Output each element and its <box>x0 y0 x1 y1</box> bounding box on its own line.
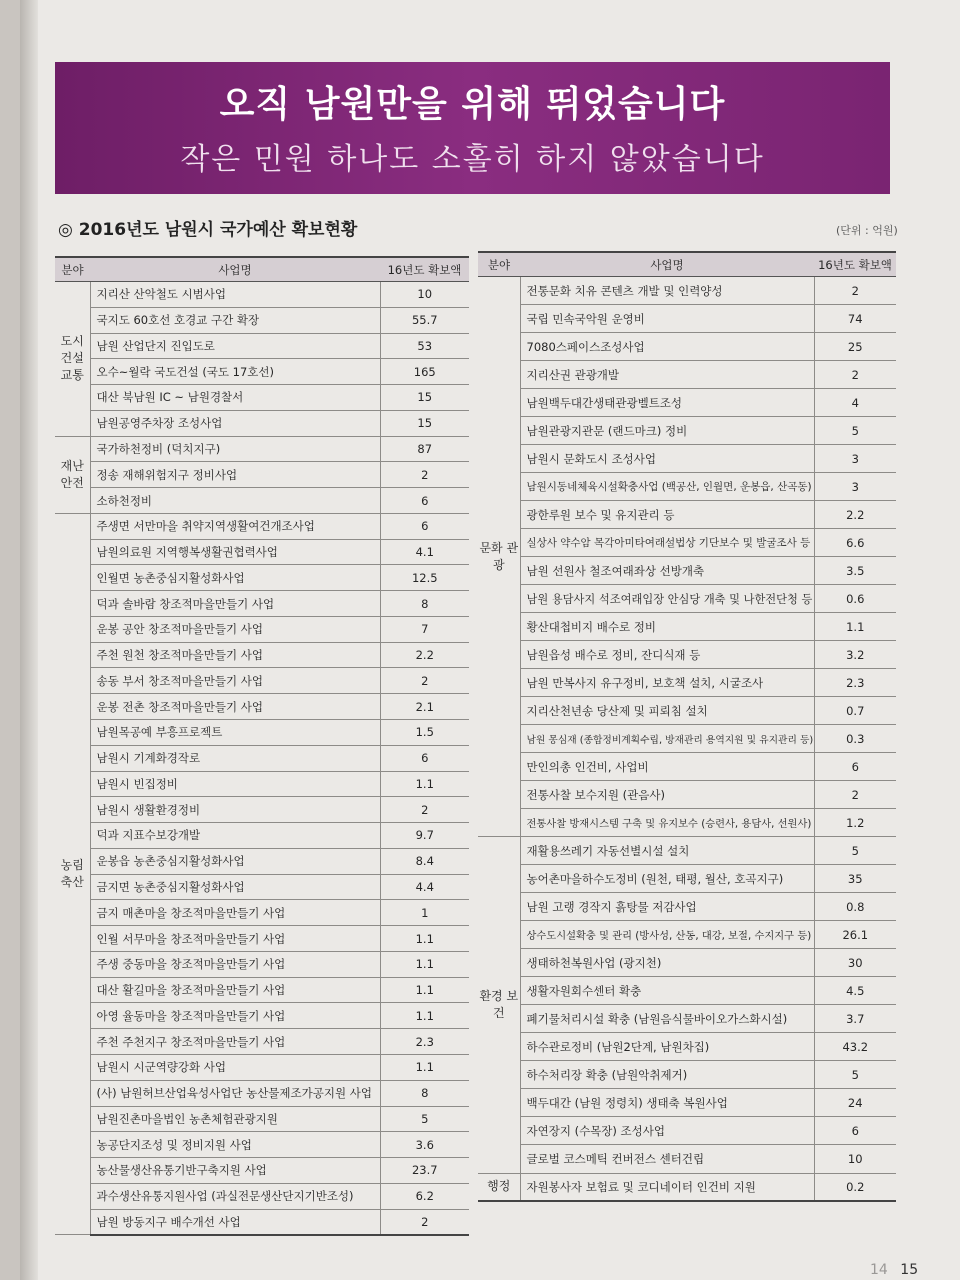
amount-cell: 5 <box>814 417 896 445</box>
table-row <box>478 697 896 725</box>
amount-cell: 8 <box>380 591 469 617</box>
table-row <box>55 1029 469 1055</box>
project-name-cell: 정송 재해위험지구 정비사업 <box>90 462 380 488</box>
category-cell: 농림 축산 <box>55 513 90 1234</box>
amount-cell: 1 <box>380 900 469 926</box>
amount-cell: 2.3 <box>380 1029 469 1055</box>
section-title: ◎ 2016년도 남원시 국가예산 확보현황 <box>58 220 358 240</box>
amount-cell: 5 <box>814 837 896 865</box>
project-name-cell: 지리산 산악철도 시범사업 <box>90 282 380 308</box>
header-amount: 16년도 확보액 <box>814 252 896 277</box>
amount-cell: 6.6 <box>814 529 896 557</box>
table-row <box>55 359 469 385</box>
project-name-cell: 농산물생산유통기반구축지원 사업 <box>90 1158 380 1184</box>
table-row <box>478 809 896 837</box>
amount-cell: 24 <box>814 1089 896 1117</box>
table-row <box>55 1132 469 1158</box>
project-name-cell: 운봉 전촌 창조적마을만들기 사업 <box>90 694 380 720</box>
table-row <box>478 557 896 585</box>
header-category: 분야 <box>55 257 90 282</box>
project-name-cell: 7080스페이스조성사업 <box>520 333 814 361</box>
table-row <box>478 1089 896 1117</box>
table-header-row <box>478 252 896 277</box>
table-row <box>478 1117 896 1145</box>
amount-cell: 1.1 <box>380 951 469 977</box>
project-name-cell: 광한루원 보수 및 유지관리 등 <box>520 501 814 529</box>
table-row <box>55 410 469 436</box>
table-row <box>55 745 469 771</box>
project-name-cell: 백두대간 (남원 정령치) 생태축 복원사업 <box>520 1089 814 1117</box>
table-row <box>478 1145 896 1173</box>
project-name-cell: 실상사 약수암 목각아미타여래설법상 기단보수 및 발굴조사 등 <box>520 529 814 557</box>
project-name-cell: 주생면 서만마을 취약지역생활여건개조사업 <box>90 513 380 539</box>
table-row <box>478 445 896 473</box>
table-row <box>478 977 896 1005</box>
amount-cell: 3.5 <box>814 557 896 585</box>
table-row <box>55 591 469 617</box>
project-name-cell: 생활자원회수센터 확충 <box>520 977 814 1005</box>
amount-cell: 53 <box>380 333 469 359</box>
project-name-cell: 인월 서무마을 창조적마을만들기 사업 <box>90 926 380 952</box>
table-row <box>55 333 469 359</box>
table-body <box>55 282 469 1235</box>
table-row <box>478 1173 896 1201</box>
amount-cell: 2.2 <box>814 501 896 529</box>
table-row <box>478 389 896 417</box>
table-row <box>478 585 896 613</box>
amount-cell: 6 <box>814 753 896 781</box>
table-row <box>55 385 469 411</box>
amount-cell: 4 <box>814 389 896 417</box>
table-row <box>55 900 469 926</box>
table-row <box>478 613 896 641</box>
category-cell: 재난 안전 <box>55 436 90 513</box>
table-body <box>478 277 896 1202</box>
page-number-right: 15 <box>900 1262 919 1278</box>
table-row <box>478 641 896 669</box>
project-name-cell: 전통문화 치유 콘텐츠 개발 및 인력양성 <box>520 277 814 305</box>
amount-cell: 7 <box>380 616 469 642</box>
category-cell: 문화 관광 <box>478 277 520 837</box>
project-name-cell: 대산 북남원 IC ~ 남원경찰서 <box>90 385 380 411</box>
amount-cell: 2.2 <box>380 642 469 668</box>
table-row <box>55 951 469 977</box>
header-category: 분야 <box>478 252 520 277</box>
project-name-cell: 운봉 공안 창조적마을만들기 사업 <box>90 616 380 642</box>
amount-cell: 2 <box>380 462 469 488</box>
header-project: 사업명 <box>90 257 380 282</box>
amount-cell: 2.1 <box>380 694 469 720</box>
amount-cell: 0.8 <box>814 893 896 921</box>
project-name-cell: 만인의총 인건비, 사업비 <box>520 753 814 781</box>
category-cell: 환경 보건 <box>478 837 520 1173</box>
project-name-cell: 자원봉사자 보험료 및 코디네이터 인건비 지원 <box>520 1173 814 1201</box>
amount-cell: 26.1 <box>814 921 896 949</box>
table-row <box>478 1033 896 1061</box>
table-row <box>478 473 896 501</box>
amount-cell: 25 <box>814 333 896 361</box>
amount-cell: 2 <box>380 797 469 823</box>
table-row <box>478 305 896 333</box>
amount-cell: 30 <box>814 949 896 977</box>
table-row <box>478 1005 896 1033</box>
amount-cell: 1.1 <box>814 613 896 641</box>
table-row <box>55 823 469 849</box>
table-row <box>55 1158 469 1184</box>
project-name-cell: 남원시 빈집정비 <box>90 771 380 797</box>
project-name-cell: 전통사찰 방재시스템 구축 및 유지보수 (승련사, 용담사, 선원사) <box>520 809 814 837</box>
amount-cell: 165 <box>380 359 469 385</box>
amount-cell: 6 <box>380 513 469 539</box>
table-row <box>478 1061 896 1089</box>
project-name-cell: 상수도시설확충 및 관리 (방사성, 산동, 대강, 보절, 수지지구 등) <box>520 921 814 949</box>
table-row <box>478 725 896 753</box>
amount-cell: 1.1 <box>380 771 469 797</box>
table-row <box>55 642 469 668</box>
amount-cell: 5 <box>814 1061 896 1089</box>
project-name-cell: 금지면 농촌중심지활성화사업 <box>90 874 380 900</box>
project-name-cell: 소하천정비 <box>90 488 380 514</box>
amount-cell: 9.7 <box>380 823 469 849</box>
project-name-cell: 남원진촌마을법인 농촌체험관광지원 <box>90 1106 380 1132</box>
project-name-cell: 아영 율동마을 창조적마을만들기 사업 <box>90 1003 380 1029</box>
project-name-cell: 과수생산유통지원사업 (과실전문생산단지기반조성) <box>90 1183 380 1209</box>
table-row <box>478 781 896 809</box>
amount-cell: 1.5 <box>380 720 469 746</box>
table-row <box>478 893 896 921</box>
project-name-cell: 덕과 지표수보강개발 <box>90 823 380 849</box>
project-name-cell: 덕과 솔바람 창조적마을만들기 사업 <box>90 591 380 617</box>
amount-cell: 0.3 <box>814 725 896 753</box>
project-name-cell: 농공단지조성 및 정비지원 사업 <box>90 1132 380 1158</box>
project-name-cell: 하수관로정비 (남원2단계, 남원차집) <box>520 1033 814 1061</box>
project-name-cell: (사) 남원허브산업육성사업단 농산물제조가공지원 사업 <box>90 1080 380 1106</box>
amount-cell: 0.2 <box>814 1173 896 1201</box>
table-row <box>55 694 469 720</box>
amount-cell: 35 <box>814 865 896 893</box>
amount-cell: 74 <box>814 305 896 333</box>
table-row <box>55 462 469 488</box>
amount-cell: 2.3 <box>814 669 896 697</box>
amount-cell: 15 <box>380 410 469 436</box>
budget-table-left <box>55 256 469 1236</box>
banner-subtitle: 작은 민원 하나도 소홀히 하지 않았습니다 <box>180 142 765 177</box>
project-name-cell: 국지도 60호선 호경교 구간 확장 <box>90 307 380 333</box>
amount-cell: 3 <box>814 445 896 473</box>
project-name-cell: 국가하천정비 (덕치지구) <box>90 436 380 462</box>
table-row <box>478 921 896 949</box>
table-row <box>55 1106 469 1132</box>
page-number-left: 14 <box>870 1262 888 1278</box>
amount-cell: 1.1 <box>380 977 469 1003</box>
amount-cell: 4.5 <box>814 977 896 1005</box>
amount-cell: 3.7 <box>814 1005 896 1033</box>
header-project: 사업명 <box>520 252 814 277</box>
project-name-cell: 황산대첩비지 배수로 정비 <box>520 613 814 641</box>
table-row <box>55 874 469 900</box>
budget-table-right <box>478 251 896 1202</box>
project-name-cell: 농어촌마을하수도정비 (원천, 태평, 월산, 호곡지구) <box>520 865 814 893</box>
project-name-cell: 남원관광지관문 (랜드마크) 정비 <box>520 417 814 445</box>
table-row <box>55 668 469 694</box>
project-name-cell: 전통사찰 보수지원 (관음사) <box>520 781 814 809</box>
unit-label: (단위 : 억원) <box>836 224 898 237</box>
amount-cell: 15 <box>380 385 469 411</box>
amount-cell: 6 <box>380 745 469 771</box>
project-name-cell: 남원의료원 지역행복생활권협력사업 <box>90 539 380 565</box>
amount-cell: 6.2 <box>380 1183 469 1209</box>
project-name-cell: 남원 용담사지 석조여래입장 안심당 개축 및 나한전단청 등 <box>520 585 814 613</box>
table-row <box>55 771 469 797</box>
table-row <box>478 417 896 445</box>
table-row <box>478 669 896 697</box>
table-row <box>55 539 469 565</box>
amount-cell: 2 <box>380 668 469 694</box>
amount-cell: 4.1 <box>380 539 469 565</box>
project-name-cell: 남원백두대간생태관광벨트조성 <box>520 389 814 417</box>
project-name-cell: 주생 중동마을 창조적마을만들기 사업 <box>90 951 380 977</box>
table-row <box>55 926 469 952</box>
amount-cell: 8 <box>380 1080 469 1106</box>
project-name-cell: 남원시동네체육시설확충사업 (백공산, 인월면, 운봉읍, 산곡동) <box>520 473 814 501</box>
table-row <box>55 488 469 514</box>
project-name-cell: 남원시 시군역량강화 사업 <box>90 1054 380 1080</box>
table-row <box>55 1080 469 1106</box>
project-name-cell: 남원 선원사 철조여래좌상 선방개축 <box>520 557 814 585</box>
amount-cell: 1.1 <box>380 1054 469 1080</box>
project-name-cell: 남원 고랭 경작지 흙탕물 저감사업 <box>520 893 814 921</box>
amount-cell: 6 <box>814 1117 896 1145</box>
project-name-cell: 글로벌 코스메틱 컨버전스 센터건립 <box>520 1145 814 1173</box>
table-row <box>55 436 469 462</box>
project-name-cell: 남원공영주차장 조성사업 <box>90 410 380 436</box>
amount-cell: 3 <box>814 473 896 501</box>
project-name-cell: 지리산천년송 당산제 및 피뢰침 설치 <box>520 697 814 725</box>
project-name-cell: 남원 산업단지 진입도로 <box>90 333 380 359</box>
table-row <box>55 1003 469 1029</box>
table-row <box>55 616 469 642</box>
project-name-cell: 주천 원천 창조적마을만들기 사업 <box>90 642 380 668</box>
amount-cell: 87 <box>380 436 469 462</box>
project-name-cell: 지리산권 관광개발 <box>520 361 814 389</box>
project-name-cell: 자연장지 (수목장) 조성사업 <box>520 1117 814 1145</box>
amount-cell: 6 <box>380 488 469 514</box>
amount-cell: 5 <box>380 1106 469 1132</box>
table-row <box>478 333 896 361</box>
project-name-cell: 하수처리장 확충 (남원악취제거) <box>520 1061 814 1089</box>
table-row <box>478 277 896 305</box>
amount-cell: 2 <box>814 277 896 305</box>
amount-cell: 55.7 <box>380 307 469 333</box>
amount-cell: 43.2 <box>814 1033 896 1061</box>
project-name-cell: 남원 몽심재 (종합정비계획수립, 방재관리 용역지원 및 유지관리 등) <box>520 725 814 753</box>
project-name-cell: 남원읍성 배수로 정비, 잔디식재 등 <box>520 641 814 669</box>
project-name-cell: 인월면 농촌중심지활성화사업 <box>90 565 380 591</box>
project-name-cell: 대산 활길마을 창조적마을만들기 사업 <box>90 977 380 1003</box>
table-row <box>55 1054 469 1080</box>
table-row <box>55 1183 469 1209</box>
table-row <box>55 565 469 591</box>
table-row <box>478 865 896 893</box>
table-row <box>478 361 896 389</box>
amount-cell: 3.2 <box>814 641 896 669</box>
amount-cell: 4.4 <box>380 874 469 900</box>
table-row <box>55 977 469 1003</box>
project-name-cell: 송동 부서 창조적마을만들기 사업 <box>90 668 380 694</box>
project-name-cell: 국립 민속국악원 운영비 <box>520 305 814 333</box>
project-name-cell: 남원시 문화도시 조성사업 <box>520 445 814 473</box>
table-header-row <box>55 257 469 282</box>
table-row <box>55 848 469 874</box>
amount-cell: 1.1 <box>380 1003 469 1029</box>
table-row <box>55 797 469 823</box>
project-name-cell: 남원시 생활환경정비 <box>90 797 380 823</box>
amount-cell: 10 <box>814 1145 896 1173</box>
amount-cell: 1.1 <box>380 926 469 952</box>
page-fold-shadow <box>20 0 38 1280</box>
project-name-cell: 운봉읍 농촌중심지활성화사업 <box>90 848 380 874</box>
table-row <box>478 501 896 529</box>
table-row <box>55 720 469 746</box>
project-name-cell: 남원목공예 부흥프로젝트 <box>90 720 380 746</box>
project-name-cell: 재활용쓰레기 자동선별시설 설치 <box>520 837 814 865</box>
project-name-cell: 오수~월락 국도건설 (국도 17호선) <box>90 359 380 385</box>
category-cell: 도시 건설 교통 <box>55 282 90 437</box>
table-row <box>55 1209 469 1235</box>
project-name-cell: 남원 방동지구 배수개선 사업 <box>90 1209 380 1235</box>
amount-cell: 2 <box>814 781 896 809</box>
amount-cell: 8.4 <box>380 848 469 874</box>
project-name-cell: 생태하천복원사업 (광지천) <box>520 949 814 977</box>
table-row <box>55 307 469 333</box>
table-row <box>478 529 896 557</box>
project-name-cell: 남원시 기계화경작로 <box>90 745 380 771</box>
banner-title: 오직 남원만을 위해 뛰었습니다 <box>219 84 726 125</box>
table-row <box>478 949 896 977</box>
table-row <box>55 282 469 308</box>
amount-cell: 2 <box>380 1209 469 1235</box>
table-row <box>478 753 896 781</box>
category-cell: 행정 <box>478 1173 520 1201</box>
project-name-cell: 금지 매촌마을 창조적마을만들기 사업 <box>90 900 380 926</box>
page-numbers <box>870 1262 918 1278</box>
amount-cell: 23.7 <box>380 1158 469 1184</box>
amount-cell: 2 <box>814 361 896 389</box>
header-amount: 16년도 확보액 <box>380 257 469 282</box>
project-name-cell: 폐기물처리시설 확충 (남원음식물바이오가스화시설) <box>520 1005 814 1033</box>
project-name-cell: 주천 주천지구 창조적마을만들기 사업 <box>90 1029 380 1055</box>
amount-cell: 3.6 <box>380 1132 469 1158</box>
amount-cell: 12.5 <box>380 565 469 591</box>
project-name-cell: 남원 만복사지 유구정비, 보호책 설치, 시굴조사 <box>520 669 814 697</box>
amount-cell: 0.6 <box>814 585 896 613</box>
amount-cell: 0.7 <box>814 697 896 725</box>
table-row <box>478 837 896 865</box>
amount-cell: 1.2 <box>814 809 896 837</box>
amount-cell: 10 <box>380 282 469 308</box>
headline-banner <box>55 62 890 194</box>
table-row <box>55 513 469 539</box>
